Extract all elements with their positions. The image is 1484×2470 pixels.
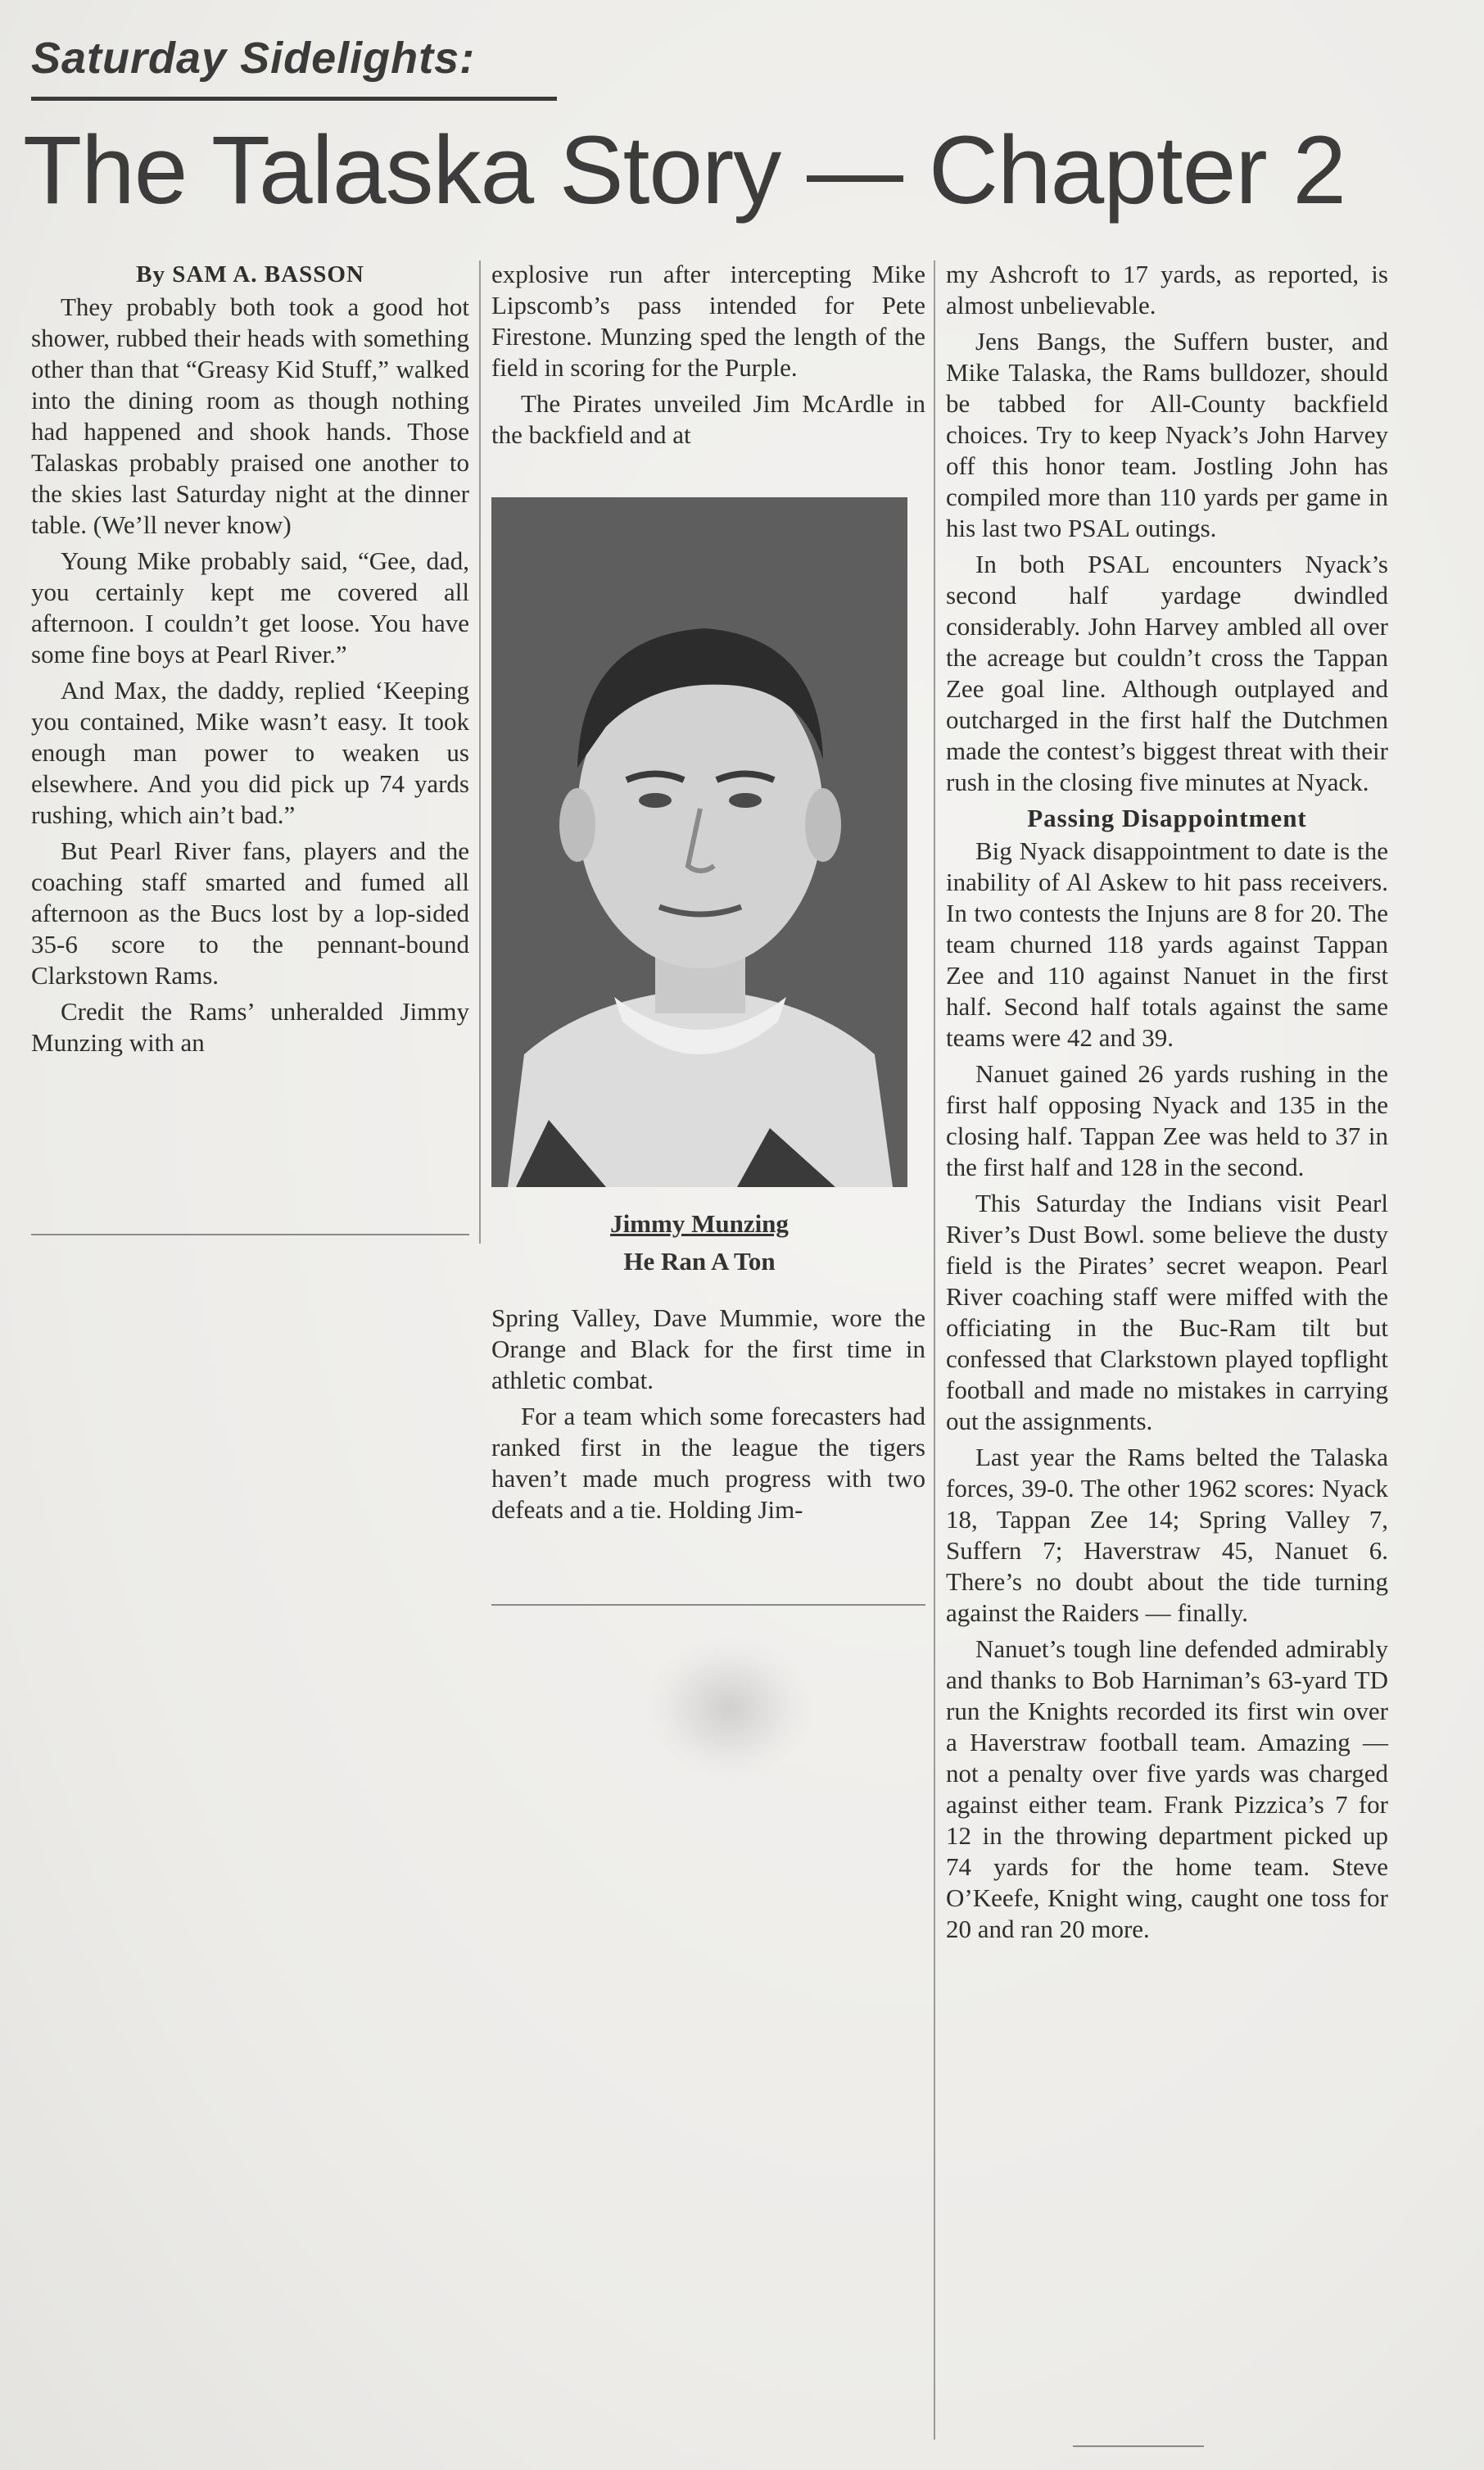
player-photo (491, 497, 907, 1187)
paragraph: Young Mike probably said, “Gee, dad, you certainly kept me covered all afternoon. I couldn’t get loose. You have some fine boys at Pearl River.” (31, 546, 469, 668)
paragraph: In both PSAL encounters Nyack’s second half yardage dwindled considerably. John Harvey ambled all over the acreage but couldn’t cross the Tappan Zee goal line. Although outplayed and outcharged in the first half the Dutchmen made the contest’s biggest threat with their rush in the closing five minutes at Nyack. (946, 550, 1388, 796)
column-2-bottom (491, 1303, 925, 1530)
paragraph: Jens Bangs, the Suffern buster, and Mike Talaska, the Rams bulldozer, should be tabbed for All-County backfield choices. Try to keep Nyack’s John Harvey off this honor team. Jostling John has compiled more than 110 yards per game in his last two PSAL outings. (946, 327, 1388, 542)
paragraph: explosive run after intercepting Mike Lipscomb’s pass intended for Pete Firestone. Munzing sped the length of the field in scoring for the Purple. (491, 260, 925, 382)
paragraph: And Max, the daddy, replied ‘Keeping you contained, Mike wasn’t easy. It took enough man power to weaken us elsewhere. And you did pick up 74 yards rushing, which ain’t bad.” (31, 676, 469, 829)
column-divider-1 (479, 261, 481, 1244)
column-divider-2 (934, 261, 935, 2440)
paragraph: They probably both took a good hot shower, rubbed their heads with something other than that “Greasy Kid Stuff,” walked into the dining room as though nothing had happened and shook hands. Those Talaskas probably praised one another to the skies last Saturday night at the dinner table. (We’ll never know) (31, 292, 469, 539)
paragraph: Nanuet’s tough line defended admirably and thanks to Bob Harniman’s 63-yard TD run the Knights recorded its first win over a Haverstraw football team. Amazing — not a penalty over five yards was charged against either team. Frank Pizzica’s 7 for 12 in the throwing department picked up 74 yards for the home team. Steve O’Keefe, Knight wing, caught one toss for 20 and ran 20 more. (946, 1634, 1388, 1943)
paragraph: The Pirates unveiled Jim McArdle in the backfield and at (491, 389, 925, 449)
paragraph: For a team which some forecasters had ranked first in the league the tigers haven’t made much progress with two defeats and a tie. Holding Jim- (491, 1402, 925, 1524)
paragraph: Last year the Rams belted the Talaska forces, 39-0. The other 1962 scores: Nyack 18, Tappan Zee 14; Spring Valley 7, Suffern 7; Haverstraw 45, Nanuet 6. There’s no doubt about the tide turning against the Raiders — finally. (946, 1443, 1388, 1627)
stain-mark (647, 1638, 811, 1778)
column-2-top (491, 259, 925, 455)
headline: The Talaska Story — Chapter 2 (23, 116, 1346, 224)
subheading: Passing Disappointment (1027, 804, 1307, 832)
column-end-rule (491, 1604, 925, 1606)
paragraph: Nanuet gained 26 yards rushing in the first half opposing Nyack and 135 in the closing half. Tappan Zee was held to 37 in the first half and 128 in the second. (946, 1059, 1388, 1181)
column-3 (946, 259, 1388, 1950)
paragraph: my Ashcroft to 17 yards, as reported, is almost unbelievable. (946, 260, 1388, 320)
column-end-rule (31, 1234, 469, 1235)
paragraph: Big Nyack disappointment to date is the inability of Al Askew to hit pass receivers. In two contests the Injuns are 8 for 20. The team churned 118 yards against Tappan Zee and 110 against Nanuet in the first half. Second half totals against the same teams were 42 and 39. (946, 836, 1388, 1052)
paragraph: Credit the Rams’ unheralded Jimmy Munzing with an (31, 997, 469, 1057)
paragraph: But Pearl River fans, players and the coaching staff smarted and fumed all afternoon as the Bucs lost by a lop-sided 35-6 score to the pennant-bound Clarkstown Rams. (31, 836, 469, 990)
section-kicker: Saturday Sidelights: (31, 34, 476, 83)
paragraph: This Saturday the Indians visit Pearl River’s Dust Bowl. some believe the dusty field is the Pirates’ secret weapon. Pearl River coaching staff were miffed with the officiating in the Buc-Ram tilt but confessed that Clarkstown played topflight football and made no mistakes in carrying out the assignments. (946, 1189, 1388, 1435)
kicker-underline (31, 97, 557, 101)
photo-caption-subtitle: He Ran A Ton (623, 1247, 776, 1276)
paragraph: Spring Valley, Dave Mummie, wore the Orange and Black for the first time in athletic combat. (491, 1303, 925, 1394)
photo-caption-name: Jimmy Munzing (610, 1209, 789, 1238)
portrait-illustration (491, 497, 907, 1187)
byline: By SAM A. BASSON (136, 261, 364, 288)
column-1 (31, 259, 469, 1063)
column-end-rule (1073, 2445, 1204, 2447)
